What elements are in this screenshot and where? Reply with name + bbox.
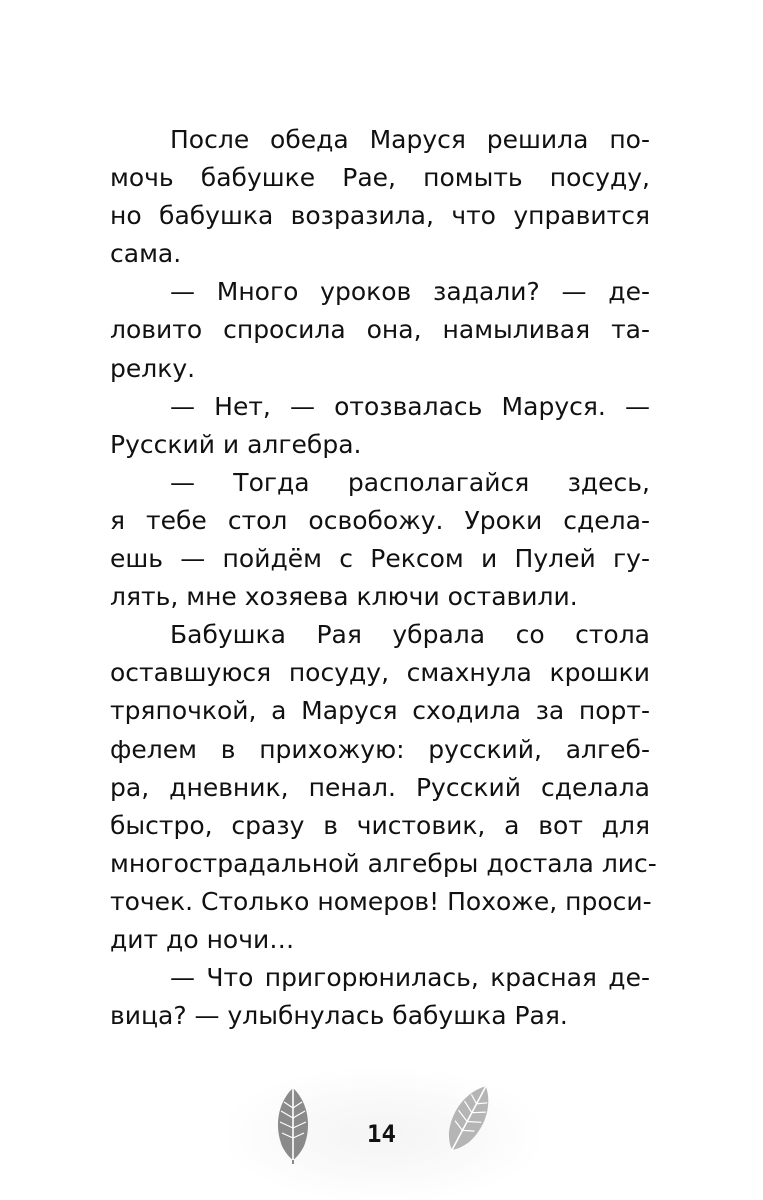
text-line: но бабушка возразила, что управится [110, 201, 650, 231]
text-line: лять, мне хозяева ключи оставили. [110, 582, 578, 612]
text-line: — Нет, — отозвалась Маруся. — [170, 391, 650, 421]
leaf-icon [438, 1078, 500, 1158]
text-line: точек. Столько номеров! Похоже, проси- [110, 886, 652, 916]
body-text [110, 121, 657, 1035]
text-line: дит до ночи… [110, 924, 295, 954]
page-number: 14 [367, 1120, 396, 1148]
text-line: релку. [110, 353, 196, 383]
text-line: ловито спросила она, намыливая та- [110, 315, 650, 345]
page-footer [0, 1060, 763, 1200]
text-line: сама. [110, 239, 182, 269]
text-line: быстро, сразу в чистовик, а вот для [110, 810, 650, 840]
text-line: ешь — пойдём с Рексом и Пулей гу- [110, 544, 650, 574]
text-line: я тебе стол освобожу. Уроки сдела- [110, 505, 650, 535]
text-line: оставшуюся посуду, смахнула крошки [110, 658, 650, 688]
text-line: Бабушка Рая убрала со стола [170, 620, 650, 650]
text-line: Русский и алгебра. [110, 429, 362, 459]
text-line: После обеда Маруся решила по- [170, 125, 650, 154]
text-line: тряпочкой, а Маруся сходила за порт- [110, 696, 650, 726]
text-line: — Много уроков задали? — де- [170, 277, 650, 307]
text-line: фелем в прихожую: русский, алгеб- [110, 734, 650, 764]
text-line: — Тогда располагайся здесь, [170, 467, 650, 497]
text-line: мочь бабушке Рае, помыть посуду, [110, 163, 650, 193]
text-line: вица? — улыбнулась бабушка Рая. [110, 1001, 568, 1031]
text-line: многострадальной алгебры достала лис- [110, 848, 657, 878]
text-line: ра, дневник, пенал. Русский сделала [110, 772, 650, 802]
text-line: — Что пригорюнилась, красная де- [170, 963, 650, 993]
